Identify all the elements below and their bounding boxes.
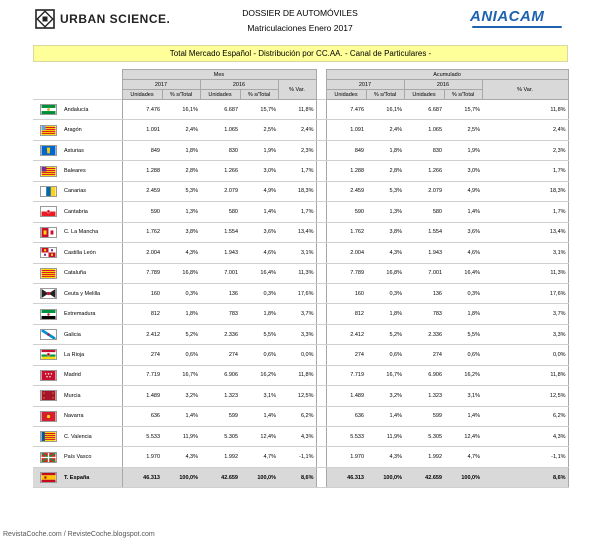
month-var: 2,4%	[278, 120, 316, 140]
month-share-2016: 4,6%	[240, 243, 278, 263]
cumulative-units-2017: 590	[326, 202, 366, 222]
region-name: C. Valencia	[60, 427, 122, 447]
cumulative-share-2017: 16,8%	[366, 263, 404, 283]
spacer	[316, 324, 326, 344]
col-header-var: % Var.	[482, 80, 568, 100]
month-var: 8,6%	[278, 467, 316, 487]
cumulative-share-2017: 11,9%	[366, 427, 404, 447]
cumulative-units-2016: 7.001	[404, 263, 444, 283]
urban-science-mark-icon	[35, 9, 55, 29]
region-name: Extremadura	[60, 304, 122, 324]
region-flag-icon	[33, 386, 60, 406]
month-share-2016: 0,6%	[240, 345, 278, 365]
month-share-2017: 100,0%	[162, 467, 200, 487]
region-flag-icon	[33, 140, 60, 160]
month-units-2017: 2.004	[122, 243, 162, 263]
month-units-2016: 1.943	[200, 243, 240, 263]
month-share-2017: 0,6%	[162, 345, 200, 365]
table-row	[33, 243, 568, 263]
month-units-2016: 274	[200, 345, 240, 365]
month-units-2017: 160	[122, 283, 162, 303]
spacer	[316, 304, 326, 324]
region-name: Galicia	[60, 324, 122, 344]
month-var: 3,3%	[278, 324, 316, 344]
cumulative-share-2017: 1,8%	[366, 140, 404, 160]
month-units-2016: 599	[200, 406, 240, 426]
month-units-2016: 42.659	[200, 467, 240, 487]
month-units-2016: 2.079	[200, 181, 240, 201]
month-var: 1,7%	[278, 161, 316, 181]
cumulative-share-2016: 1,9%	[444, 140, 482, 160]
month-var: 0,0%	[278, 345, 316, 365]
year-header: 2016	[200, 80, 278, 90]
month-units-2017: 7.476	[122, 100, 162, 120]
region-flag-icon	[33, 345, 60, 365]
cumulative-units-2016: 5.305	[404, 427, 444, 447]
month-var: 2,3%	[278, 140, 316, 160]
region-flag-icon	[33, 161, 60, 181]
month-units-2016: 136	[200, 283, 240, 303]
year-header: 2017	[122, 80, 200, 90]
aniacam-underline	[472, 26, 562, 28]
table-row	[33, 140, 568, 160]
cumulative-share-2016: 5,5%	[444, 324, 482, 344]
cumulative-units-2017: 1.489	[326, 386, 366, 406]
cumulative-units-2017: 1.288	[326, 161, 366, 181]
region-name: Cantabria	[60, 202, 122, 222]
cumulative-units-2016: 1.943	[404, 243, 444, 263]
month-share-2016: 12,4%	[240, 427, 278, 447]
region-flag-icon	[33, 447, 60, 467]
region-flag-icon	[33, 243, 60, 263]
report-title: DOSSIER DE AUTOMÓVILES	[242, 8, 358, 18]
cumulative-units-2017: 274	[326, 345, 366, 365]
cumulative-share-2016: 3,1%	[444, 386, 482, 406]
cumulative-units-2017: 849	[326, 140, 366, 160]
table-row	[33, 447, 568, 467]
urban-science-logo	[35, 9, 170, 29]
cumulative-share-2017: 1,3%	[366, 202, 404, 222]
col-header-share: % s/Total	[162, 90, 200, 100]
month-units-2017: 5.533	[122, 427, 162, 447]
month-share-2017: 16,7%	[162, 365, 200, 385]
region-name: Cataluña	[60, 263, 122, 283]
cumulative-units-2016: 2.336	[404, 324, 444, 344]
month-share-2016: 16,4%	[240, 263, 278, 283]
cumulative-units-2017: 2.412	[326, 324, 366, 344]
cumulative-share-2016: 0,3%	[444, 283, 482, 303]
cumulative-share-2017: 3,8%	[366, 222, 404, 242]
table-row	[33, 120, 568, 140]
month-share-2016: 1,9%	[240, 140, 278, 160]
region-flag-icon	[33, 304, 60, 324]
region-name: Murcia	[60, 386, 122, 406]
cumulative-units-2017: 812	[326, 304, 366, 324]
cumulative-share-2017: 3,2%	[366, 386, 404, 406]
month-var: 12,5%	[278, 386, 316, 406]
cumulative-units-2016: 1.065	[404, 120, 444, 140]
region-name: Navarra	[60, 406, 122, 426]
cumulative-share-2016: 12,4%	[444, 427, 482, 447]
month-units-2017: 46.313	[122, 467, 162, 487]
cumulative-units-2017: 2.459	[326, 181, 366, 201]
cumulative-units-2016: 1.323	[404, 386, 444, 406]
region-flag-icon	[33, 100, 60, 120]
table-row	[33, 181, 568, 201]
col-header-units: Unidades	[200, 90, 240, 100]
col-header-units: Unidades	[326, 90, 366, 100]
cumulative-units-2017: 1.091	[326, 120, 366, 140]
cumulative-var: 11,3%	[482, 263, 568, 283]
spacer	[316, 406, 326, 426]
month-share-2017: 3,8%	[162, 222, 200, 242]
region-name: Andalucía	[60, 100, 122, 120]
cumulative-var: 6,2%	[482, 406, 568, 426]
cumulative-var: 0,0%	[482, 345, 568, 365]
cumulative-var: 8,6%	[482, 467, 568, 487]
cumulative-var: 4,3%	[482, 427, 568, 447]
table-row	[33, 283, 568, 303]
urban-science-logo-text: URBAN SCIENCE.	[60, 12, 171, 26]
cumulative-units-2016: 830	[404, 140, 444, 160]
spacer	[316, 181, 326, 201]
month-share-2017: 4,3%	[162, 447, 200, 467]
cumulative-units-2016: 1.266	[404, 161, 444, 181]
month-units-2017: 1.091	[122, 120, 162, 140]
month-var: 3,1%	[278, 243, 316, 263]
month-units-2017: 1.762	[122, 222, 162, 242]
region-flag-icon	[33, 120, 60, 140]
spacer	[316, 140, 326, 160]
cumulative-units-2016: 1.992	[404, 447, 444, 467]
aniacam-logo	[470, 8, 565, 30]
month-units-2016: 1.554	[200, 222, 240, 242]
region-flag-icon	[33, 263, 60, 283]
spacer	[316, 427, 326, 447]
month-units-2017: 1.970	[122, 447, 162, 467]
cumulative-units-2017: 2.004	[326, 243, 366, 263]
month-share-2016: 4,9%	[240, 181, 278, 201]
month-share-2017: 16,1%	[162, 100, 200, 120]
cumulative-units-2016: 580	[404, 202, 444, 222]
cumulative-share-2017: 2,4%	[366, 120, 404, 140]
cumulative-units-2016: 783	[404, 304, 444, 324]
month-share-2016: 3,0%	[240, 161, 278, 181]
cumulative-units-2016: 599	[404, 406, 444, 426]
month-var: 11,3%	[278, 263, 316, 283]
month-share-2016: 3,1%	[240, 386, 278, 406]
region-flag-icon	[33, 283, 60, 303]
month-units-2017: 2.412	[122, 324, 162, 344]
cumulative-share-2017: 5,2%	[366, 324, 404, 344]
month-share-2017: 4,3%	[162, 243, 200, 263]
group-header-month: Mes	[122, 70, 316, 80]
total-row	[33, 467, 568, 487]
month-share-2016: 16,2%	[240, 365, 278, 385]
month-share-2016: 5,5%	[240, 324, 278, 344]
cumulative-share-2016: 3,6%	[444, 222, 482, 242]
cumulative-share-2016: 4,7%	[444, 447, 482, 467]
region-flag-icon	[33, 406, 60, 426]
cumulative-share-2016: 4,6%	[444, 243, 482, 263]
spacer	[316, 202, 326, 222]
month-units-2016: 6.687	[200, 100, 240, 120]
month-var: 11,8%	[278, 100, 316, 120]
month-share-2016: 2,5%	[240, 120, 278, 140]
cumulative-units-2016: 274	[404, 345, 444, 365]
cumulative-share-2016: 15,7%	[444, 100, 482, 120]
cumulative-share-2017: 4,3%	[366, 447, 404, 467]
cumulative-share-2017: 5,3%	[366, 181, 404, 201]
cumulative-units-2016: 42.659	[404, 467, 444, 487]
cumulative-var: 12,5%	[482, 386, 568, 406]
cumulative-var: 11,8%	[482, 100, 568, 120]
registrations-table	[33, 69, 569, 488]
region-flag-icon	[33, 324, 60, 344]
cumulative-units-2017: 1.762	[326, 222, 366, 242]
month-var: 6,2%	[278, 406, 316, 426]
table-row	[33, 263, 568, 283]
month-var: 11,8%	[278, 365, 316, 385]
month-units-2016: 1.266	[200, 161, 240, 181]
month-units-2017: 590	[122, 202, 162, 222]
footer-credit: RevistaCoche.com / RevisteCoche.blogspot.com	[3, 531, 155, 538]
cumulative-share-2017: 0,3%	[366, 283, 404, 303]
table-row	[33, 406, 568, 426]
cumulative-share-2016: 16,2%	[444, 365, 482, 385]
region-flag-icon	[33, 365, 60, 385]
cumulative-var: 1,7%	[482, 161, 568, 181]
report-subtitle: Matriculaciones Enero 2017	[247, 23, 353, 33]
month-units-2016: 7.001	[200, 263, 240, 283]
table-row	[33, 100, 568, 120]
table-row	[33, 222, 568, 242]
cumulative-share-2017: 4,3%	[366, 243, 404, 263]
region-flag-icon	[33, 222, 60, 242]
cumulative-share-2017: 16,1%	[366, 100, 404, 120]
month-var: 18,3%	[278, 181, 316, 201]
month-units-2016: 5.305	[200, 427, 240, 447]
cumulative-share-2017: 1,4%	[366, 406, 404, 426]
aniacam-logo-text: ANIACAM	[470, 8, 545, 25]
table-row	[33, 386, 568, 406]
table-row	[33, 161, 568, 181]
cumulative-share-2016: 0,6%	[444, 345, 482, 365]
month-units-2016: 580	[200, 202, 240, 222]
header-row-years	[33, 80, 568, 90]
cumulative-share-2017: 1,8%	[366, 304, 404, 324]
region-flag-icon	[33, 467, 60, 487]
cumulative-var: 13,4%	[482, 222, 568, 242]
cumulative-share-2016: 100,0%	[444, 467, 482, 487]
month-units-2016: 6.906	[200, 365, 240, 385]
month-share-2017: 1,3%	[162, 202, 200, 222]
spacer	[316, 243, 326, 263]
cumulative-var: 11,8%	[482, 365, 568, 385]
cumulative-units-2016: 6.687	[404, 100, 444, 120]
month-share-2017: 2,8%	[162, 161, 200, 181]
cumulative-var: 1,7%	[482, 202, 568, 222]
region-name: Asturias	[60, 140, 122, 160]
cumulative-share-2016: 2,5%	[444, 120, 482, 140]
month-share-2016: 0,3%	[240, 283, 278, 303]
cumulative-share-2017: 16,7%	[366, 365, 404, 385]
table-row	[33, 427, 568, 447]
report-heading	[200, 6, 400, 36]
month-share-2017: 3,2%	[162, 386, 200, 406]
cumulative-units-2017: 1.970	[326, 447, 366, 467]
cumulative-share-2016: 3,0%	[444, 161, 482, 181]
table-row	[33, 365, 568, 385]
cumulative-units-2017: 7.789	[326, 263, 366, 283]
month-units-2017: 7.789	[122, 263, 162, 283]
table-row	[33, 202, 568, 222]
month-units-2016: 2.336	[200, 324, 240, 344]
cumulative-var: -1,1%	[482, 447, 568, 467]
cumulative-var: 2,3%	[482, 140, 568, 160]
month-units-2017: 636	[122, 406, 162, 426]
cumulative-units-2016: 136	[404, 283, 444, 303]
table-row	[33, 324, 568, 344]
month-var: 4,3%	[278, 427, 316, 447]
cumulative-var: 3,3%	[482, 324, 568, 344]
month-units-2016: 1.065	[200, 120, 240, 140]
cumulative-share-2016: 4,9%	[444, 181, 482, 201]
spacer	[316, 263, 326, 283]
table-row	[33, 304, 568, 324]
cumulative-share-2017: 100,0%	[366, 467, 404, 487]
spacer	[316, 222, 326, 242]
month-units-2017: 274	[122, 345, 162, 365]
region-name: Madrid	[60, 365, 122, 385]
month-units-2016: 830	[200, 140, 240, 160]
month-units-2017: 812	[122, 304, 162, 324]
col-header-share: % s/Total	[366, 90, 404, 100]
month-share-2016: 3,6%	[240, 222, 278, 242]
spacer	[316, 120, 326, 140]
cumulative-var: 3,1%	[482, 243, 568, 263]
month-share-2017: 16,8%	[162, 263, 200, 283]
month-units-2016: 1.992	[200, 447, 240, 467]
region-name: C. La Mancha	[60, 222, 122, 242]
cumulative-units-2016: 6.906	[404, 365, 444, 385]
spacer	[316, 345, 326, 365]
col-header-units: Unidades	[404, 90, 444, 100]
region-name: País Vasco	[60, 447, 122, 467]
region-name: Baleares	[60, 161, 122, 181]
region-flag-icon	[33, 181, 60, 201]
region-name: T. España	[60, 467, 122, 487]
cumulative-share-2017: 0,6%	[366, 345, 404, 365]
cumulative-share-2016: 1,4%	[444, 202, 482, 222]
region-name: Ceuta y Melilla	[60, 283, 122, 303]
region-flag-icon	[33, 427, 60, 447]
month-share-2017: 2,4%	[162, 120, 200, 140]
month-share-2017: 5,3%	[162, 181, 200, 201]
month-var: 1,7%	[278, 202, 316, 222]
month-units-2017: 2.459	[122, 181, 162, 201]
region-name: Castilla León	[60, 243, 122, 263]
month-share-2017: 5,2%	[162, 324, 200, 344]
cumulative-share-2017: 2,8%	[366, 161, 404, 181]
cumulative-units-2017: 5.533	[326, 427, 366, 447]
table-title: Total Mercado Español - Distribución por CC.AA. - Canal de Particulares -	[33, 45, 568, 62]
spacer	[316, 161, 326, 181]
cumulative-units-2016: 1.554	[404, 222, 444, 242]
spacer	[316, 447, 326, 467]
month-var: -1,1%	[278, 447, 316, 467]
month-var: 17,6%	[278, 283, 316, 303]
month-share-2016: 1,8%	[240, 304, 278, 324]
month-share-2016: 15,7%	[240, 100, 278, 120]
month-share-2017: 11,9%	[162, 427, 200, 447]
month-units-2017: 7.719	[122, 365, 162, 385]
cumulative-var: 18,3%	[482, 181, 568, 201]
month-var: 13,4%	[278, 222, 316, 242]
year-header: 2017	[326, 80, 404, 90]
spacer	[316, 365, 326, 385]
region-name: La Rioja	[60, 345, 122, 365]
spacer	[316, 100, 326, 120]
month-share-2016: 100,0%	[240, 467, 278, 487]
cumulative-share-2016: 1,4%	[444, 406, 482, 426]
cumulative-share-2016: 16,4%	[444, 263, 482, 283]
spacer	[316, 386, 326, 406]
month-units-2017: 849	[122, 140, 162, 160]
cumulative-units-2017: 46.313	[326, 467, 366, 487]
month-var: 3,7%	[278, 304, 316, 324]
region-name: Canarias	[60, 181, 122, 201]
cumulative-units-2017: 7.476	[326, 100, 366, 120]
year-header: 2016	[404, 80, 482, 90]
region-name: Aragón	[60, 120, 122, 140]
spacer	[316, 283, 326, 303]
group-header-cumulative: Acumulado	[326, 70, 568, 80]
cumulative-var: 3,7%	[482, 304, 568, 324]
month-share-2017: 1,4%	[162, 406, 200, 426]
month-share-2016: 1,4%	[240, 406, 278, 426]
col-header-var: % Var.	[278, 80, 316, 100]
cumulative-units-2016: 2.079	[404, 181, 444, 201]
cumulative-var: 17,6%	[482, 283, 568, 303]
month-units-2017: 1.288	[122, 161, 162, 181]
table-row	[33, 345, 568, 365]
month-units-2016: 783	[200, 304, 240, 324]
spacer	[316, 467, 326, 487]
month-units-2017: 1.489	[122, 386, 162, 406]
cumulative-share-2016: 1,8%	[444, 304, 482, 324]
month-share-2017: 1,8%	[162, 304, 200, 324]
cumulative-var: 2,4%	[482, 120, 568, 140]
month-share-2016: 4,7%	[240, 447, 278, 467]
region-flag-icon	[33, 202, 60, 222]
cumulative-units-2017: 160	[326, 283, 366, 303]
col-header-share: % s/Total	[240, 90, 278, 100]
month-share-2017: 0,3%	[162, 283, 200, 303]
month-units-2016: 1.323	[200, 386, 240, 406]
col-header-units: Unidades	[122, 90, 162, 100]
cumulative-units-2017: 636	[326, 406, 366, 426]
header-row-groups	[33, 70, 568, 80]
col-header-share: % s/Total	[444, 90, 482, 100]
page-header	[0, 0, 600, 42]
month-share-2017: 1,8%	[162, 140, 200, 160]
cumulative-units-2017: 7.719	[326, 365, 366, 385]
month-share-2016: 1,4%	[240, 202, 278, 222]
